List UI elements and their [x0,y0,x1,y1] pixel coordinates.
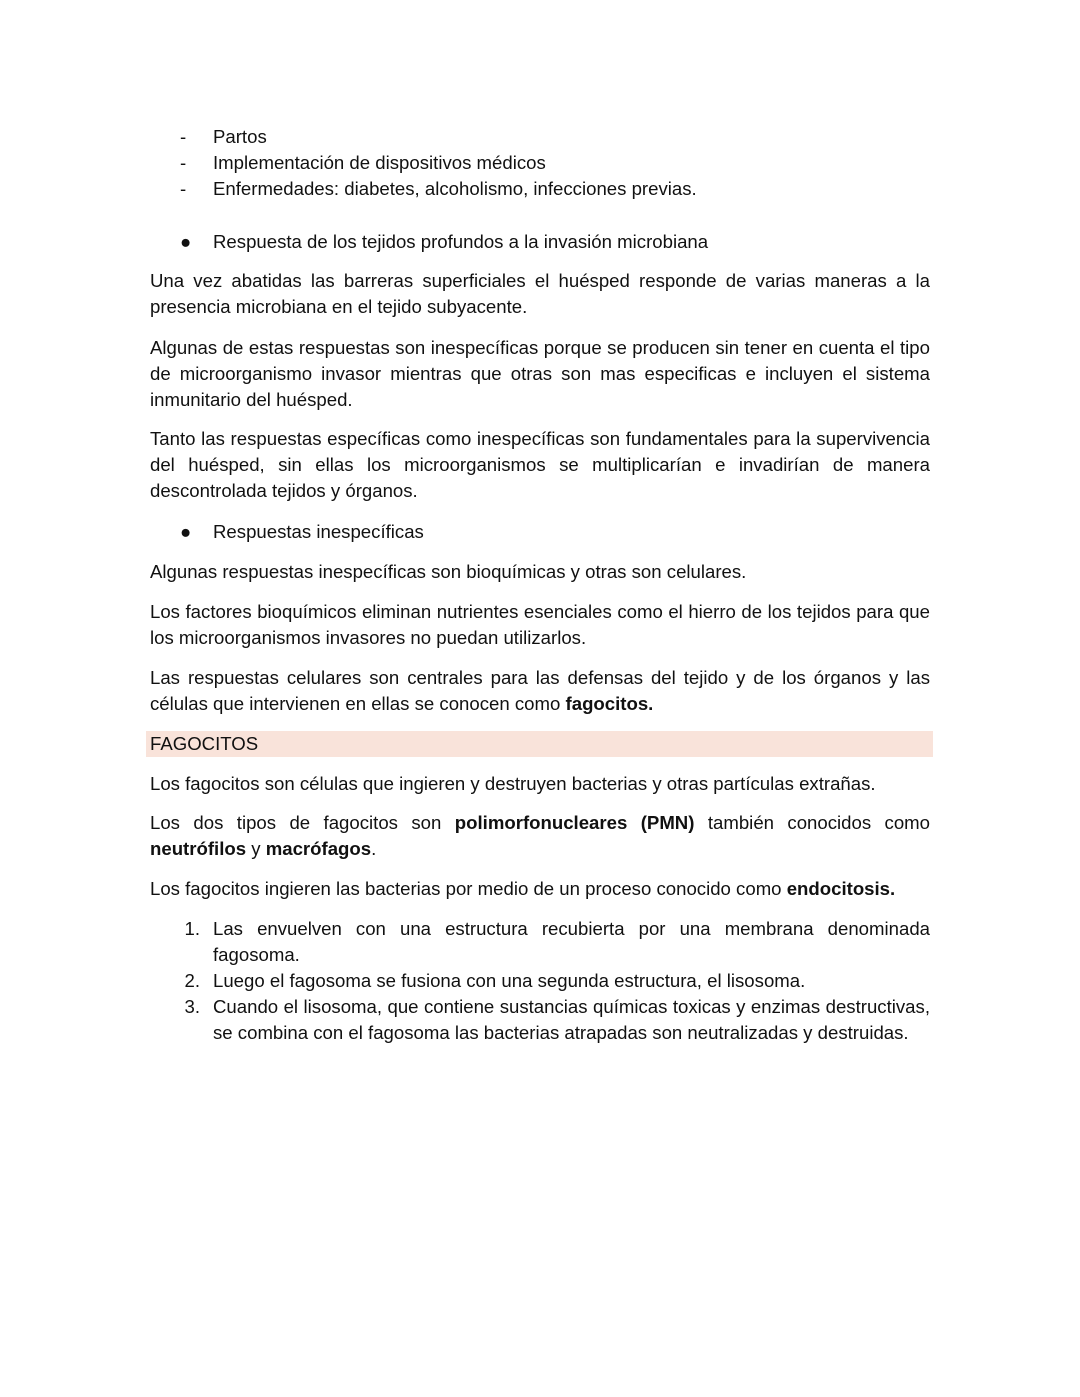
paragraph: Algunas respuestas inespecíficas son bioquímicas y otras son celulares. [150,561,747,582]
paragraph: Los factores bioquímicos eliminan nutrientes esenciales como el hierro de los tejidos para que los microorganismos invasores no puedan utilizarlos. [150,601,930,648]
paragraph: Las respuestas celulares son centrales para las defensas del tejido y de los órganos y las células que intervienen en ellas se conocen como fagocitos. [150,667,930,714]
dash-list-item: - Partos [180,126,267,147]
paragraph: Una vez abatidas las barreras superficiales el huésped responde de varias maneras a la presencia microbiana en el tejido subyacente. [150,270,930,317]
bullet-icon: ● [180,231,192,252]
bullet-icon: ● [180,521,192,542]
paragraph: Los dos tipos de fagocitos son polimorfonucleares (PMN) también conocidos como neutrófilos y macrófagos. [150,812,931,859]
paragraph: Los fagocitos son células que ingieren y destruyen bacterias y otras partículas extrañas. [150,773,876,794]
bullet-item: ● Respuestas inespecíficas [150,519,930,545]
ordered-list-item: 2. Luego el fagosoma se fusiona con una segunda estructura, el lisosoma. [184,970,806,991]
paragraph: Tanto las respuestas específicas como inespecíficas son fundamentales para la supervivencia del huésped, sin ellas los microorganismos se multiplicarían e invadirían de manera descontrolada tejidos y órganos. [150,428,930,501]
ordered-list-item: 1. Las envuelven con una estructura recubierta por una membrana denominada fagosoma. [184,918,930,965]
ordered-list-item: 3. Cuando el lisosoma, que contiene sustancias químicas toxicas y enzimas destructivas, se combina con el fagosoma las bacterias atrapadas son neutralizadas y destruidas. [184,996,930,1043]
section-heading: FAGOCITOS [146,731,933,757]
bullet-item: ● Respuesta de los tejidos profundos a la invasión microbiana [150,229,930,255]
paragraph: Algunas de estas respuestas son inespecíficas porque se producen sin tener en cuenta el tipo de microorganismo invasor mientras que otras son mas especificas e incluyen el sistema inmunitario del huésped. [150,337,930,410]
paragraph: Los fagocitos ingieren las bacterias por medio de un proceso conocido como endocitosis. [150,878,896,899]
dash-list-item: - Enfermedades: diabetes, alcoholismo, infecciones previas. [180,178,697,199]
dash-list-item: - Implementación de dispositivos médicos [180,152,546,173]
